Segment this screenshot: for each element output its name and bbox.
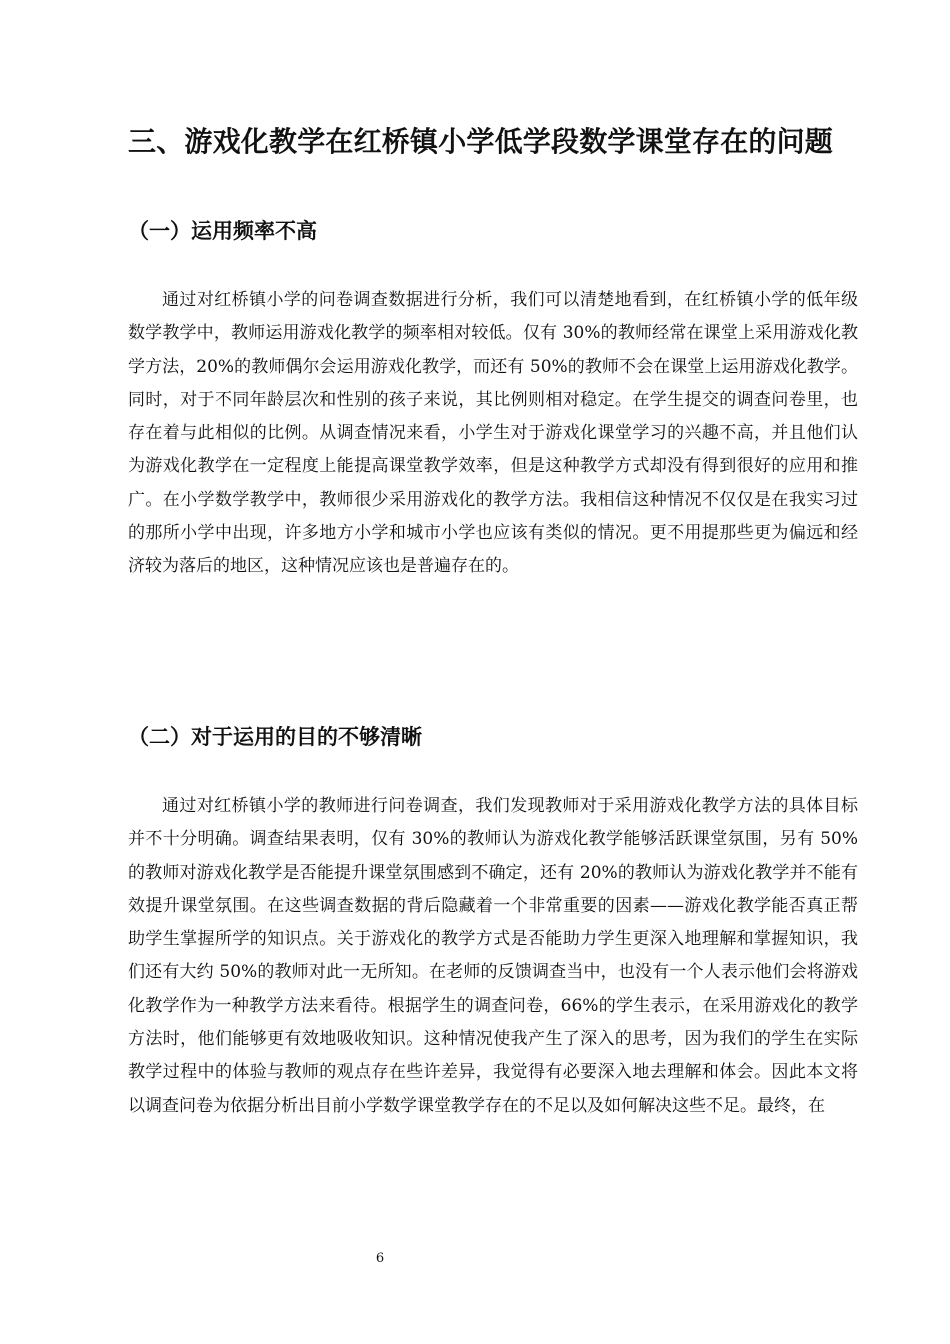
- section-heading-purpose: （二）对于运用的目的不够清晰: [128, 725, 422, 749]
- chapter-title: 三、游戏化教学在红桥镇小学低学段数学课堂存在的问题: [128, 125, 834, 158]
- section-paragraph-frequency: 通过对红桥镇小学的问卷调查数据进行分析，我们可以清楚地看到，在红桥镇小学的低年级数学教学中，教师运用游戏化教学的频率相对较低。仅有 30%的教师经常在课堂上采用游戏化教学方法，20%的教师偶尔会运用游戏化教学，而还有 50%的教师不会在课堂上运用游戏化教学。同时，对于不同年龄层次和性别的孩子来说，其比例则相对稳定。在学生提交的调查问卷里，也存在着与此相似的比例。从调查情况来看，小学生对于游戏化课堂学习的兴趣不高，并且他们认为游戏化教学在一定程度上能提高课堂教学效率，但是这种教学方式却没有得到很好的应用和推广。在小学数学教学中，教师很少采用游戏化的教学方法。我相信这种情况不仅仅是在我实习过的那所小学中出现，许多地方小学和城市小学也应该有类似的情况。更不用提那些更为偏远和经济较为落后的地区，这种情况应该也是普遍存在的。: [128, 290, 858, 577]
- section-heading-frequency: （一）运用频率不高: [128, 219, 317, 243]
- page-number: 6: [375, 1251, 385, 1266]
- section-paragraph-purpose: 通过对红桥镇小学的教师进行问卷调查，我们发现教师对于采用游戏化教学方法的具体目标并不十分明确。调查结果表明，仅有 30%的教师认为游戏化教学能够活跃课堂氛围，另有 50%的教师对游戏化教学是否能提升课堂氛围感到不确定，还有 20%的教师认为游戏化教学并不能有效提升课堂氛围。在这些调查数据的背后隐藏着一个非常重要的因素——游戏化教学能否真正帮助学生掌握所学的知识点。关于游戏化的教学方式是否能助力学生更深入地理解和掌握知识，我们还有大约 50%的教师对此一无所知。在老师的反馈调查当中，也没有一个人表示他们会将游戏化教学作为一种教学方法来看待。根据学生的调查问卷，66%的学生表示，在采用游戏化的教学方法时，他们能够更有效地吸收知识。这种情况使我产生了深入的思考，因为我们的学生在实际教学过程中的体验与教师的观点存在些许差异，我觉得有必要深入地去理解和体会。因此本文将以调查问卷为依据分析出目前小学数学课堂教学存在的不足以及如何解决这些不足。最终，在: [128, 796, 858, 1116]
